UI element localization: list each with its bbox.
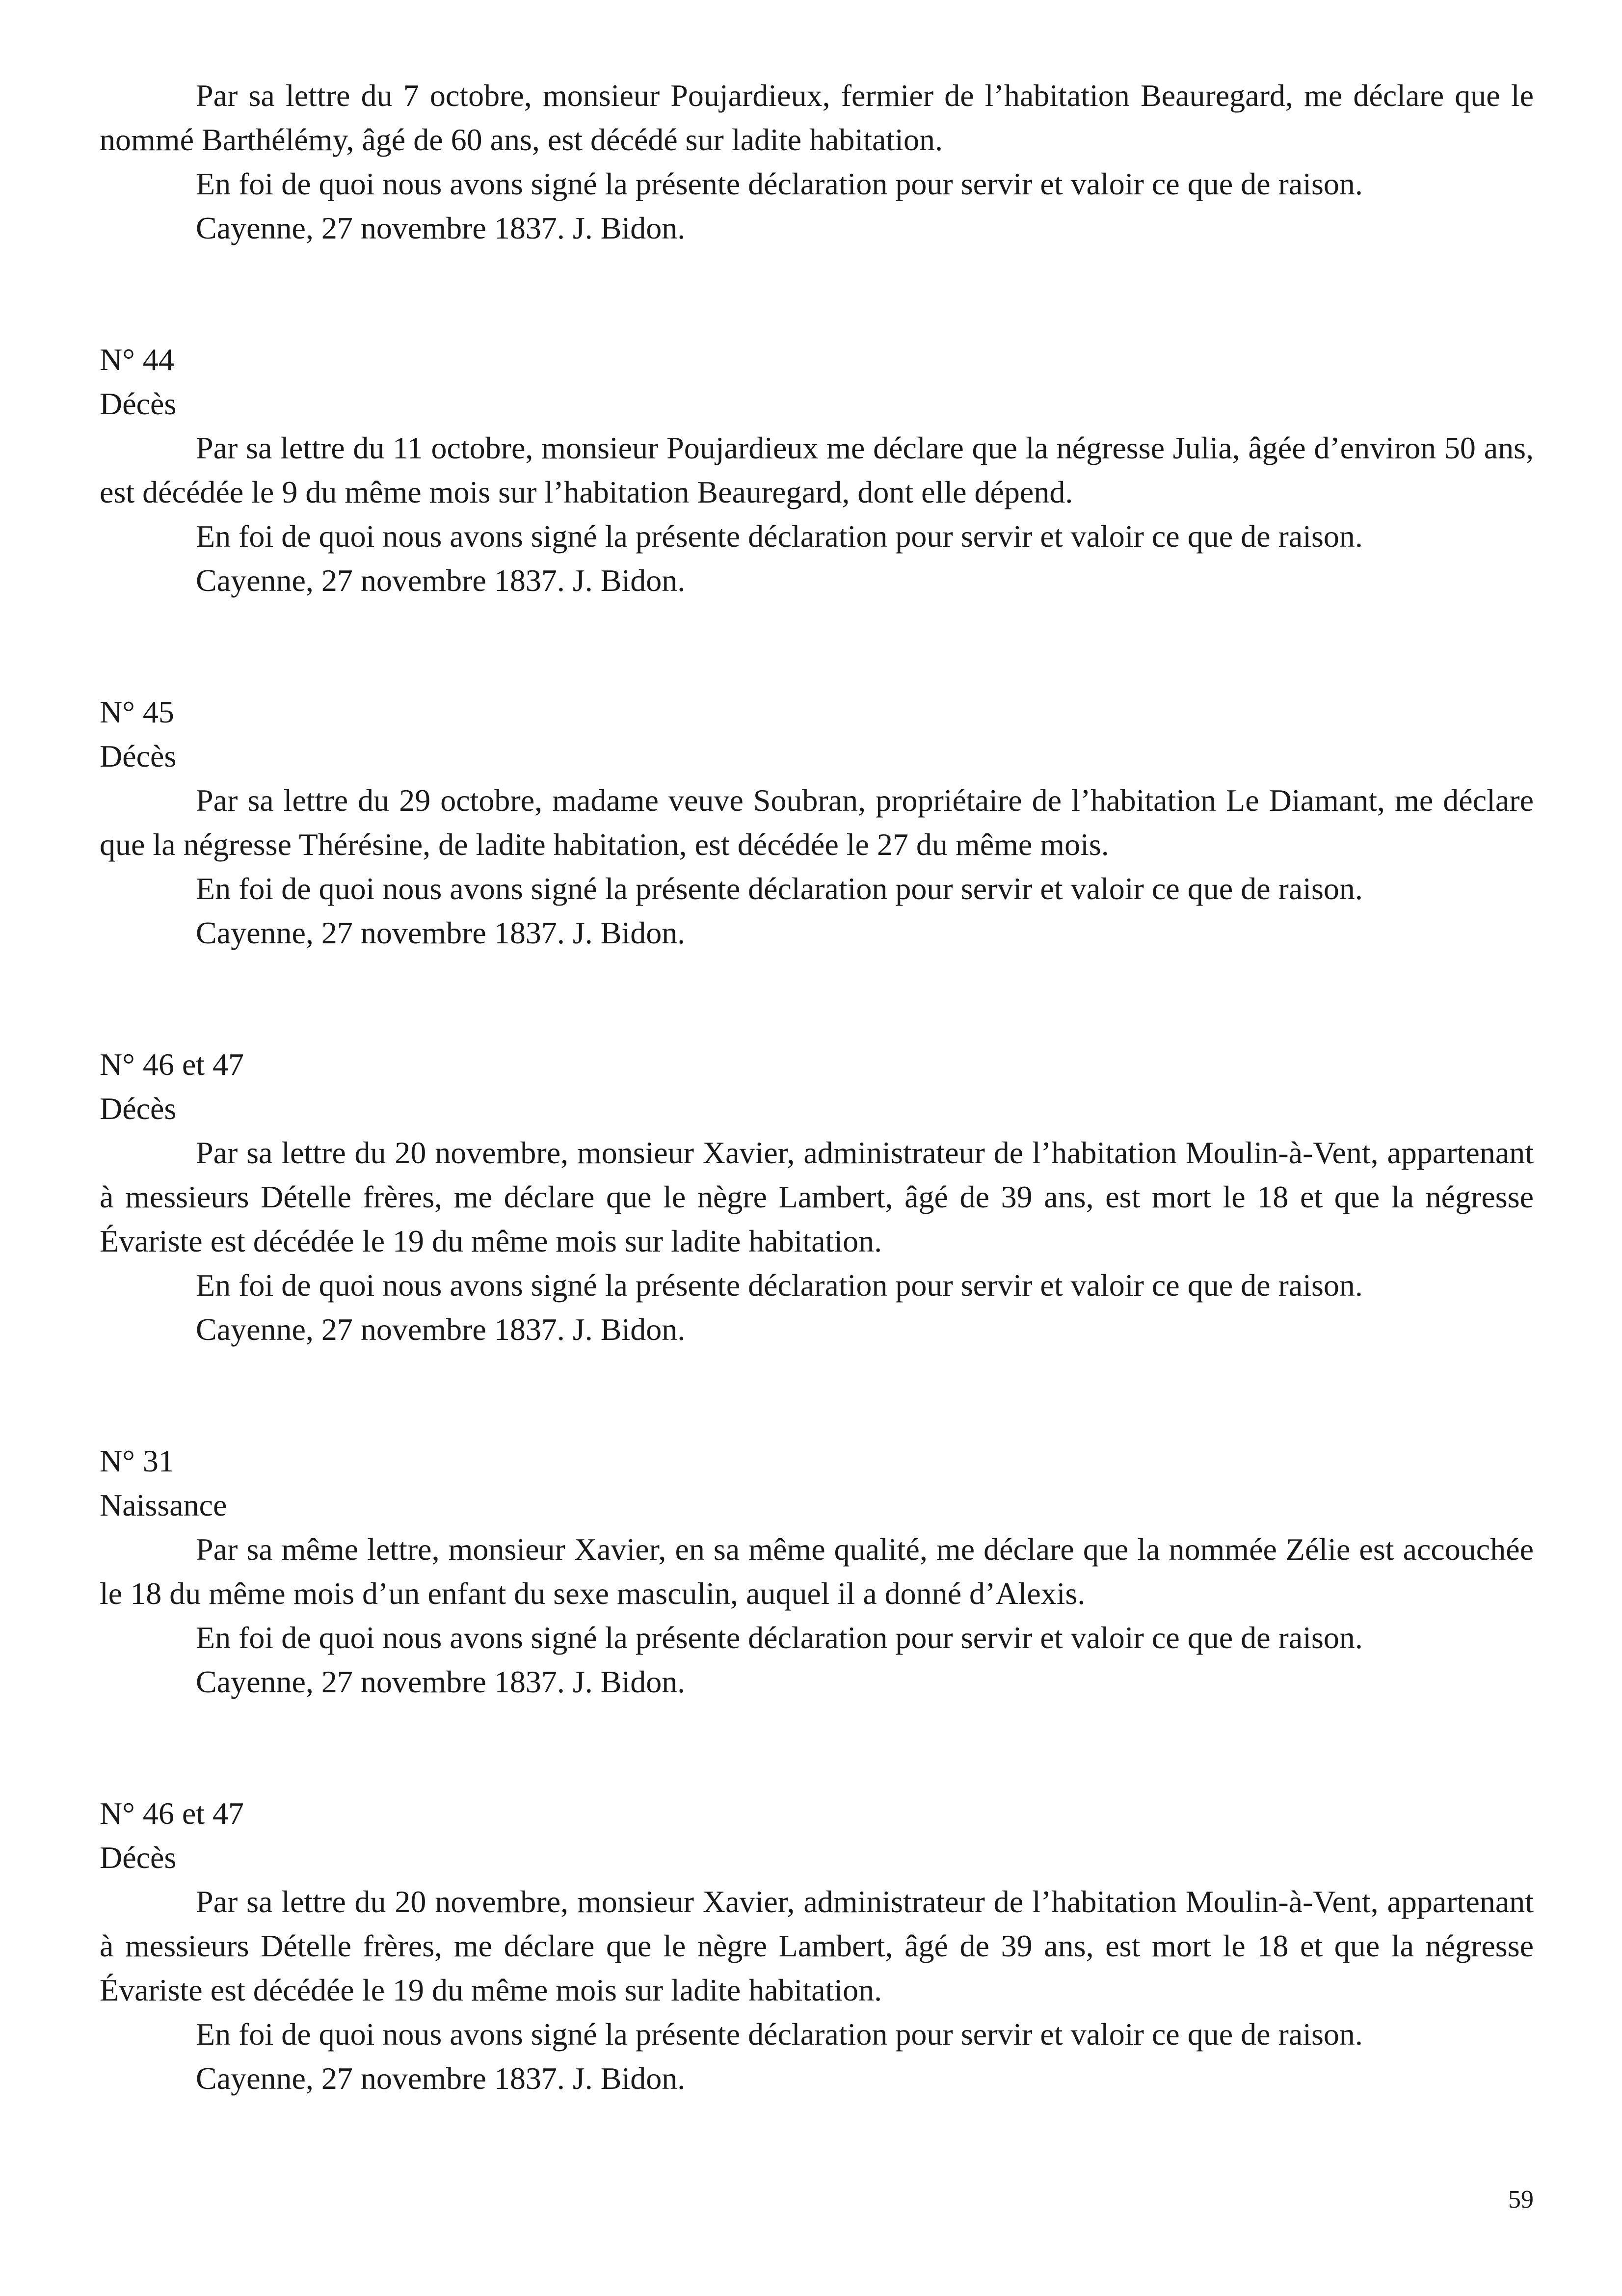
entry-paragraph: Par sa lettre du 7 octobre, monsieur Poujardieux, fermier de l’habitation Beauregard, me déclare que le nommé Barthélémy, âgé de 60 ans, est décédé sur ladite habitation.: [100, 78, 1534, 157]
entry-signature: Cayenne, 27 novembre 1837. J. Bidon.: [196, 211, 686, 245]
entry-continuation: [100, 74, 1534, 250]
entry-signature: Cayenne, 27 novembre 1837. J. Bidon.: [196, 915, 686, 950]
entry-number: N° 46 et 47: [100, 1047, 244, 1082]
entry-attestation: En foi de quoi nous avons signé la présente déclaration pour servir et valoir ce que de raison.: [196, 166, 1363, 201]
entry-paragraph: Par sa lettre du 20 novembre, monsieur Xavier, administrateur de l’habitation Moulin-à-Vent, appartenant à messieurs Dételle frères, me déclare que le nègre Lambert, âgé de 39 ans, est mort le 18 et que la négresse Évariste est décédée le 19 du même mois sur ladite habitation.: [100, 1884, 1534, 2007]
entry-number: N° 46 et 47: [100, 1796, 244, 1831]
entry-no-46-47: [100, 1042, 1534, 1352]
entry-type: Décès: [100, 1840, 177, 1875]
entry-number: N° 31: [100, 1443, 174, 1478]
entry-signature: Cayenne, 27 novembre 1837. J. Bidon.: [196, 563, 686, 598]
entry-paragraph: Par sa même lettre, monsieur Xavier, en sa même qualité, me déclare que la nommée Zélie est accouchée le 18 du même mois d’un enfant du sexe masculin, auquel il a donné d’Alexis.: [100, 1532, 1534, 1611]
entry-paragraph: Par sa lettre du 20 novembre, monsieur Xavier, administrateur de l’habitation Moulin-à-Vent, appartenant à messieurs Dételle frères, me déclare que le nègre Lambert, âgé de 39 ans, est mort le 18 et que la négresse Évariste est décédée le 19 du même mois sur ladite habitation.: [100, 1135, 1534, 1258]
entry-signature: Cayenne, 27 novembre 1837. J. Bidon.: [196, 2061, 686, 2096]
entry-no-46-47-repeat: [100, 1791, 1534, 2101]
entry-type: Décès: [100, 739, 177, 774]
entry-type: Naissance: [100, 1488, 227, 1522]
entry-signature: Cayenne, 27 novembre 1837. J. Bidon.: [196, 1664, 686, 1699]
entry-signature: Cayenne, 27 novembre 1837. J. Bidon.: [196, 1312, 686, 1347]
entry-number: N° 45: [100, 694, 174, 729]
entry-attestation: En foi de quoi nous avons signé la présente déclaration pour servir et valoir ce que de raison.: [196, 871, 1363, 906]
entry-attestation: En foi de quoi nous avons signé la présente déclaration pour servir et valoir ce que de raison.: [196, 1620, 1363, 1655]
entry-type: Décès: [100, 1091, 177, 1126]
entry-no-31: [100, 1439, 1534, 1704]
entry-paragraph: Par sa lettre du 11 octobre, monsieur Poujardieux me déclare que la négresse Julia, âgée d’environ 50 ans, est décédée le 9 du même mois sur l’habitation Beauregard, dont elle dépend.: [100, 430, 1534, 509]
entry-attestation: En foi de quoi nous avons signé la présente déclaration pour servir et valoir ce que de raison.: [196, 2017, 1363, 2052]
entry-no-45: [100, 690, 1534, 955]
entry-type: Décès: [100, 386, 177, 421]
entry-attestation: En foi de quoi nous avons signé la présente déclaration pour servir et valoir ce que de raison.: [196, 519, 1363, 554]
entry-number: N° 44: [100, 342, 174, 377]
page-number: 59: [1508, 2186, 1534, 2214]
document-page: [100, 74, 1534, 2101]
entry-paragraph: Par sa lettre du 29 octobre, madame veuve Soubran, propriétaire de l’habitation Le Diamant, me déclare que la négresse Thérésine, de ladite habitation, est décédée le 27 du même mois.: [100, 783, 1534, 862]
entry-attestation: En foi de quoi nous avons signé la présente déclaration pour servir et valoir ce que de raison.: [196, 1268, 1363, 1303]
entry-no-44: [100, 338, 1534, 603]
